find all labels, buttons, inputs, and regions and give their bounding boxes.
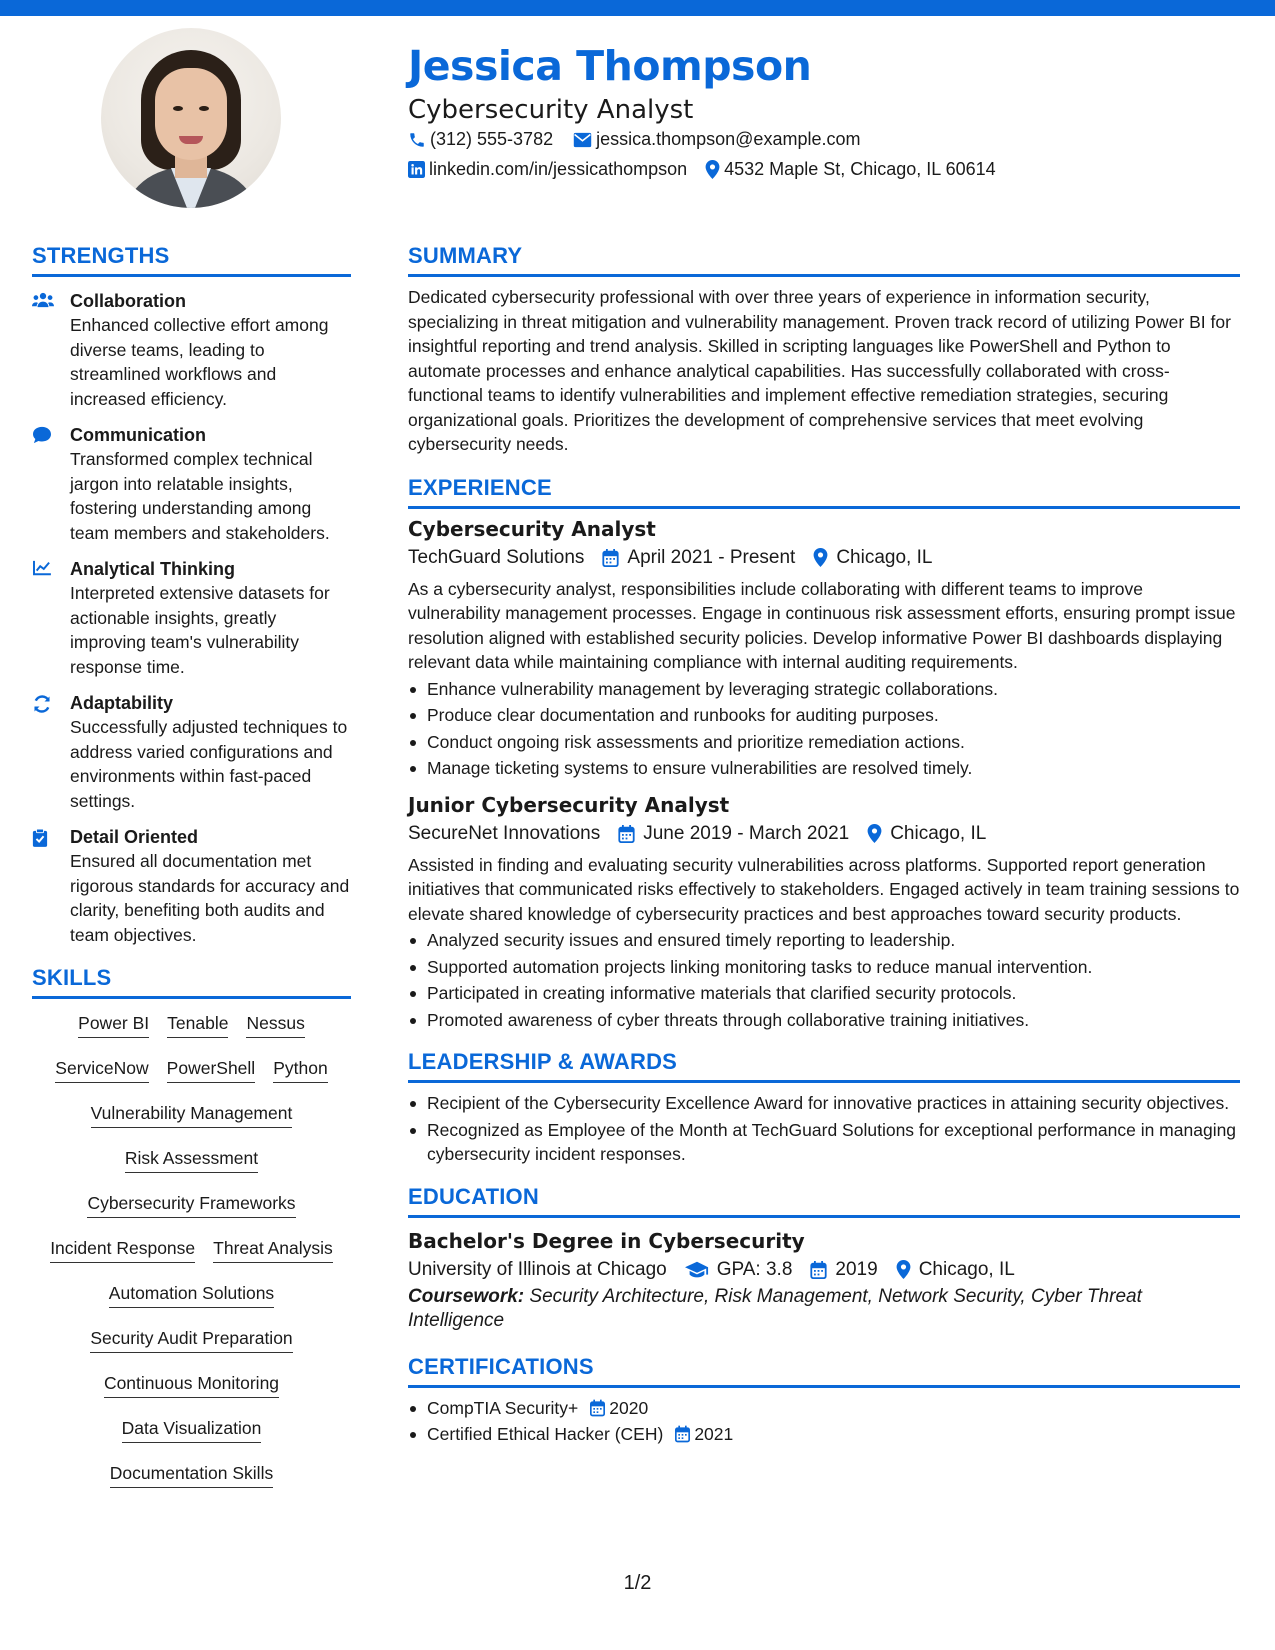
email-text[interactable]: jessica.thompson@example.com	[596, 129, 861, 149]
location-item	[867, 819, 986, 849]
skills-heading: SKILLS	[32, 965, 351, 999]
strength-description: Ensured all documentation met rigorous standards for accuracy and clarity, benefiting both audits and team objectives.	[70, 851, 350, 945]
school-item	[408, 1255, 667, 1285]
summary-heading: SUMMARY	[408, 243, 1240, 277]
award-bullet: Recipient of the Cybersecurity Excellence Award for innovative practices in attaining security objectives.	[408, 1091, 1240, 1116]
address-item	[705, 159, 996, 180]
strengths-heading: STRENGTHS	[32, 243, 351, 277]
coursework	[408, 1285, 1240, 1334]
strength-title: Adaptability	[70, 693, 174, 713]
job-bullets	[408, 677, 1240, 781]
company-item	[408, 543, 584, 573]
linkedin-icon	[408, 161, 425, 178]
job-location: Chicago, IL	[836, 546, 933, 568]
job-title: Junior Cybersecurity Analyst	[408, 792, 730, 817]
leadership-heading: LEADERSHIP & AWARDS	[408, 1049, 1240, 1083]
strength-title: Analytical Thinking	[70, 559, 236, 579]
job-dates: April 2021 - Present	[627, 546, 796, 568]
chat-bubble-icon	[32, 423, 70, 545]
job-bullet: Produce clear documentation and runbooks for auditing purposes.	[408, 703, 1240, 728]
contact-row-1	[408, 129, 880, 150]
skill-tag: Documentation Skills	[110, 1463, 273, 1488]
strength-description: Successfully adjusted techniques to address varied configurations and environments within fast-paced settings.	[70, 717, 348, 811]
skill-row	[32, 1359, 351, 1404]
candidate-name: Jessica Thompson	[408, 42, 812, 90]
skill-tag: Risk Assessment	[125, 1148, 258, 1173]
certification-name: CompTIA Security+	[427, 1397, 579, 1418]
skills-list	[32, 999, 351, 1494]
job-location: Chicago, IL	[890, 822, 987, 844]
education-meta	[408, 1255, 1240, 1285]
email-item[interactable]	[573, 129, 860, 150]
skill-tag: PowerShell	[167, 1058, 256, 1083]
skill-tag: Incident Response	[50, 1238, 195, 1263]
job-bullet: Supported automation projects linking monitoring tasks to reduce manual intervention.	[408, 955, 1240, 980]
school-name: University of Illinois at Chicago	[408, 1258, 667, 1280]
candidate-title: Cybersecurity Analyst	[408, 95, 694, 125]
map-pin-icon	[896, 1260, 911, 1279]
degree-title: Bachelor's Degree in Cybersecurity	[408, 1228, 805, 1253]
skill-row	[32, 1224, 351, 1269]
coursework-label: Coursework:	[408, 1285, 525, 1307]
contact-row-2	[408, 159, 1016, 180]
calendar-icon	[602, 549, 619, 567]
top-accent-bar	[0, 0, 1275, 16]
strength-description: Enhanced collective effort among diverse teams, leading to streamlined workflows and increased efficiency.	[70, 315, 329, 409]
strength-title: Collaboration	[70, 291, 186, 311]
skill-tag: Tenable	[167, 1013, 228, 1038]
certification-item	[408, 1396, 1240, 1421]
company-name: TechGuard Solutions	[408, 546, 585, 568]
strength-body	[70, 825, 351, 947]
map-pin-icon	[813, 548, 828, 567]
skill-tag: Cybersecurity Frameworks	[87, 1193, 295, 1218]
calendar-icon	[810, 1261, 827, 1279]
phone-text: (312) 555-3782	[430, 129, 554, 149]
strength-title: Detail Oriented	[70, 827, 199, 847]
job-title: Cybersecurity Analyst	[408, 516, 656, 541]
certification-year: 2020	[609, 1397, 649, 1418]
calendar-icon	[590, 1399, 605, 1417]
certification-name: Certified Ethical Hacker (CEH)	[427, 1424, 664, 1444]
strength-body	[70, 557, 351, 679]
job-bullet: Manage ticketing systems to ensure vulnerabilities are resolved timely.	[408, 756, 1240, 781]
experience-list	[408, 515, 1240, 1033]
strength-body	[70, 423, 351, 545]
edu-year-item	[810, 1255, 877, 1285]
phone-icon	[408, 131, 426, 149]
phone-item	[408, 129, 553, 150]
company-name: SecureNet Innovations	[408, 822, 601, 844]
right-column	[408, 243, 1240, 1447]
certification-item	[408, 1422, 1240, 1447]
line-chart-icon	[32, 557, 70, 679]
certifications-heading: CERTIFICATIONS	[408, 1354, 1240, 1388]
skill-tag: Python	[273, 1058, 327, 1083]
skill-tag: Data Visualization	[122, 1418, 262, 1443]
skill-row	[32, 1449, 351, 1494]
strength-item	[32, 691, 351, 813]
skill-row	[32, 1179, 351, 1224]
strength-item	[32, 423, 351, 545]
skill-row	[32, 1134, 351, 1179]
experience-heading: EXPERIENCE	[408, 475, 1240, 509]
strength-item	[32, 289, 351, 411]
strength-description: Transformed complex technical jargon into relatable insights, fostering understanding among team members and stakeholders.	[70, 449, 330, 543]
job-bullet: Promoted awareness of cyber threats through collaborative training initiatives.	[408, 1008, 1240, 1033]
job-dates: June 2019 - March 2021	[643, 822, 850, 844]
skills-section	[32, 965, 351, 1494]
job-meta	[408, 819, 1240, 849]
gpa-item	[685, 1255, 793, 1285]
skill-tag: Security Audit Preparation	[90, 1328, 292, 1353]
strength-title: Communication	[70, 425, 207, 445]
skill-tag: ServiceNow	[55, 1058, 148, 1083]
envelope-icon	[573, 132, 592, 148]
calendar-icon	[618, 825, 635, 843]
linkedin-item[interactable]	[408, 159, 687, 180]
award-bullet: Recognized as Employee of the Month at TechGuard Solutions for exceptional performance in managing cybersecurity incident responses.	[408, 1118, 1240, 1167]
job-bullet: Participated in creating informative materials that clarified security protocols.	[408, 981, 1240, 1006]
dates-item	[618, 819, 849, 849]
job-entry	[408, 515, 1240, 781]
skill-row	[32, 1404, 351, 1449]
profile-photo	[101, 28, 281, 208]
skill-tag: Automation Solutions	[109, 1283, 274, 1308]
company-item	[408, 819, 600, 849]
page-number: 1/2	[623, 1572, 652, 1594]
edu-location-item	[896, 1255, 1015, 1285]
gpa-text: GPA: 3.8	[716, 1258, 793, 1280]
job-meta	[408, 543, 1240, 573]
certification-year: 2021	[694, 1424, 734, 1444]
graduation-cap-icon	[685, 1261, 709, 1279]
edu-location: Chicago, IL	[918, 1258, 1015, 1280]
job-description: Assisted in finding and evaluating security vulnerabilities across platforms. Supported report generation initiatives that communicated risks effectively to stakeholders. Engaged actively in team training sessions to elevate shared knowledge of cybersecurity practices and best approaches toward security products.	[408, 854, 1240, 924]
coursework-text: Security Architecture, Risk Management, Network Security, Cyber Threat Intelligence	[408, 1285, 1142, 1331]
leadership-list	[408, 1091, 1240, 1167]
location-item	[813, 543, 932, 573]
map-pin-icon	[705, 160, 720, 179]
skill-tag: Power BI	[78, 1013, 149, 1038]
summary-text: Dedicated cybersecurity professional with over three years of experience in information security, specializing in threat mitigation and vulnerability management. Proven track record of utilizing Power BI for insightful reporting and trend analysis. Skilled in scripting languages like PowerShell and Python to automate processes and enhance analytical capabilities. Has successfully collaborated with cross-functional teams to identify vulnerabilities and implement effective remediation strategies, securing organizational goals. Prioritizes the development of comprehensive services that meet evolving cybersecurity needs.	[408, 287, 1231, 454]
calendar-icon	[675, 1425, 690, 1443]
certifications-list	[408, 1396, 1240, 1447]
skill-tag: Continuous Monitoring	[104, 1373, 279, 1398]
clipboard-check-icon	[32, 825, 70, 947]
dates-item	[602, 543, 795, 573]
job-bullets	[408, 928, 1240, 1032]
strength-item	[32, 557, 351, 679]
address-text: 4532 Maple St, Chicago, IL 60614	[724, 159, 996, 179]
skill-row	[32, 999, 351, 1044]
job-description: As a cybersecurity analyst, responsibilities include collaborating with different teams to improve vulnerability management processes. Engage in continuous risk assessment efforts, ensuring prompt issue resolution aligned with established security policies. Develop informative Power BI dashboards displaying relevant data while maintaining compliance with internal auditing requirements.	[408, 578, 1236, 672]
linkedin-text[interactable]: linkedin.com/in/jessicathompson	[429, 159, 688, 179]
strength-body	[70, 691, 351, 813]
skill-tag: Vulnerability Management	[91, 1103, 293, 1128]
edu-year: 2019	[835, 1258, 878, 1280]
certification-row	[427, 1396, 1240, 1421]
skill-row	[32, 1044, 351, 1089]
left-column	[32, 243, 351, 1494]
strength-description: Interpreted extensive datasets for actionable insights, greatly improving team's vulnerability response time.	[70, 583, 330, 677]
skill-row	[32, 1089, 351, 1134]
strengths-list	[32, 289, 351, 947]
job-bullet: Analyzed security issues and ensured timely reporting to leadership.	[408, 928, 1240, 953]
job-bullet: Enhance vulnerability management by leveraging strategic collaborations.	[408, 677, 1240, 702]
job-entry	[408, 791, 1240, 1033]
strength-item	[32, 825, 351, 947]
skill-row	[32, 1314, 351, 1359]
skill-tag: Nessus	[246, 1013, 304, 1038]
strength-body	[70, 289, 351, 411]
education-heading: EDUCATION	[408, 1184, 1240, 1218]
skill-row	[32, 1269, 351, 1314]
skill-tag: Threat Analysis	[213, 1238, 333, 1263]
users-icon	[32, 289, 70, 411]
certification-row	[427, 1422, 1240, 1447]
job-bullet: Conduct ongoing risk assessments and prioritize remediation actions.	[408, 730, 1240, 755]
map-pin-icon	[867, 824, 882, 843]
sync-icon	[32, 691, 70, 813]
